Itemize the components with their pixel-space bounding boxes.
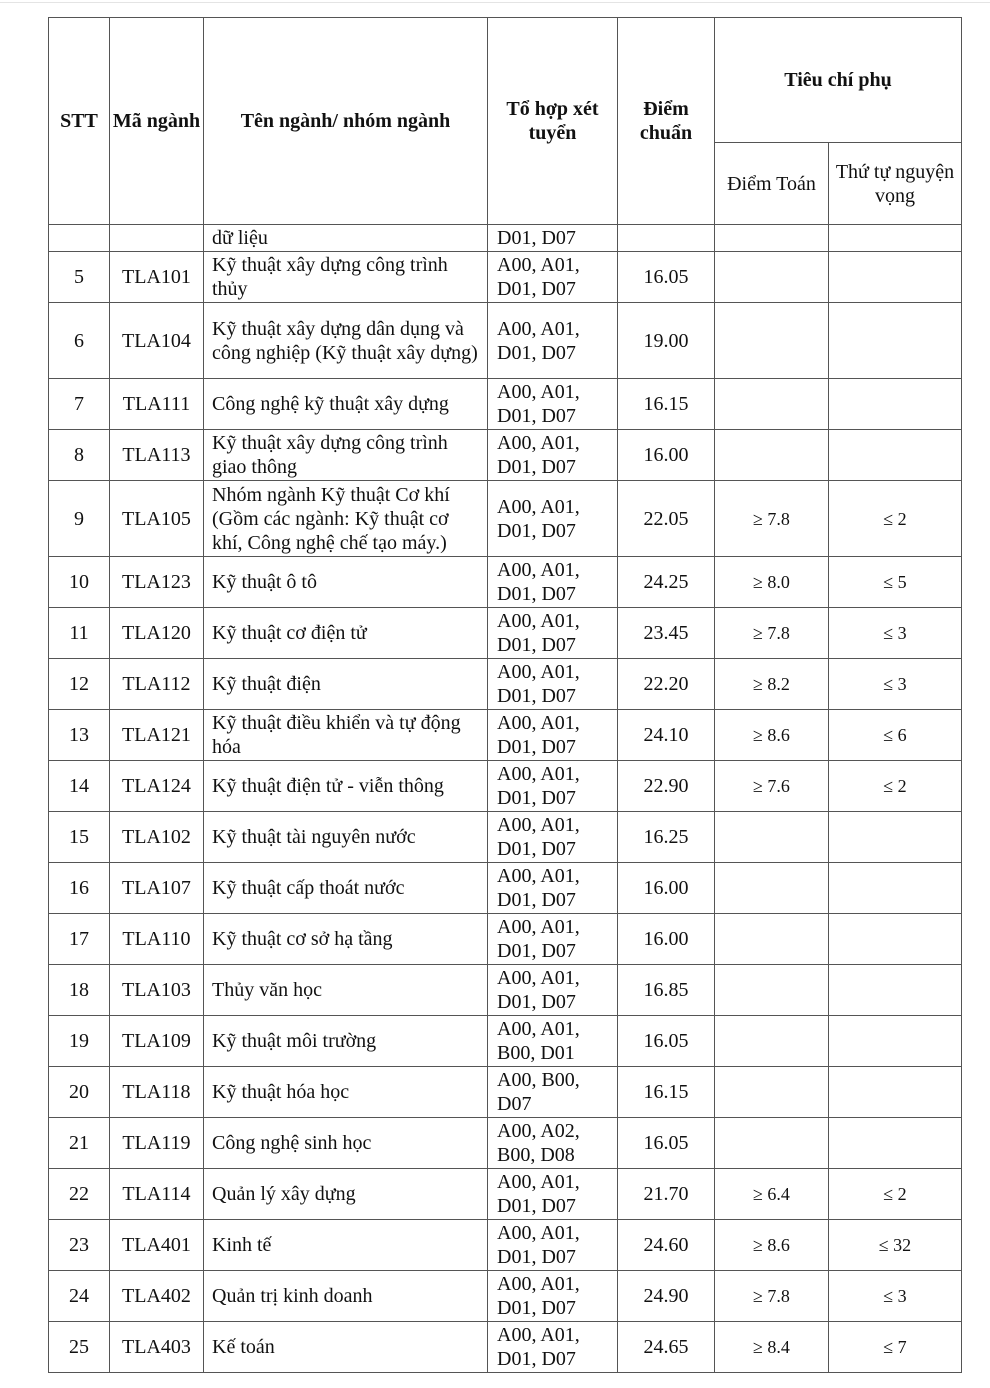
row-name: Kỹ thuật cấp thoát nước [204, 863, 488, 914]
row-code: TLA114 [110, 1169, 204, 1220]
row-name: Kỹ thuật hóa học [204, 1067, 488, 1118]
row-combo: A00, A01, D01, D07 [488, 1322, 618, 1373]
row-combo: A00, A01, D01, D07 [488, 1220, 618, 1271]
row-stt: 10 [49, 557, 110, 608]
row-name: dữ liệu [204, 225, 488, 252]
table-row [49, 1220, 962, 1271]
row-code: TLA124 [110, 761, 204, 812]
row-score: 16.85 [618, 965, 715, 1016]
row-combo: A00, A01, D01, D07 [488, 1169, 618, 1220]
row-diem-toan [715, 914, 829, 965]
row-stt: 14 [49, 761, 110, 812]
row-code: TLA103 [110, 965, 204, 1016]
row-name: Thủy văn học [204, 965, 488, 1016]
row-diem-toan [715, 1016, 829, 1067]
row-code: TLA118 [110, 1067, 204, 1118]
row-nguyen-vong: ≤ 32 [829, 1220, 962, 1271]
row-diem-toan [715, 1118, 829, 1169]
row-code: TLA120 [110, 608, 204, 659]
row-combo: A00, A01, D01, D07 [488, 557, 618, 608]
table-row [49, 812, 962, 863]
row-stt: 25 [49, 1322, 110, 1373]
row-name: Kỹ thuật xây dựng công trình thủy [204, 252, 488, 303]
row-stt: 19 [49, 1016, 110, 1067]
row-score: 16.05 [618, 1016, 715, 1067]
row-diem-toan: ≥ 8.6 [715, 1220, 829, 1271]
row-code [110, 225, 204, 252]
header-ma-nganh: Mã ngành [110, 18, 204, 225]
table-row [49, 608, 962, 659]
row-code: TLA109 [110, 1016, 204, 1067]
row-score: 19.00 [618, 303, 715, 379]
row-diem-toan: ≥ 6.4 [715, 1169, 829, 1220]
row-nguyen-vong: ≤ 7 [829, 1322, 962, 1373]
row-nguyen-vong [829, 914, 962, 965]
row-stt: 5 [49, 252, 110, 303]
row-code: TLA111 [110, 379, 204, 430]
header-stt: STT [49, 18, 110, 225]
table-row [49, 557, 962, 608]
row-code: TLA123 [110, 557, 204, 608]
row-stt: 12 [49, 659, 110, 710]
table-row [49, 379, 962, 430]
row-score: 16.15 [618, 379, 715, 430]
row-combo: A00, A01, D01, D07 [488, 965, 618, 1016]
row-name: Kỹ thuật điện [204, 659, 488, 710]
table-header [49, 18, 962, 225]
row-stt: 24 [49, 1271, 110, 1322]
row-name: Kỹ thuật cơ điện tử [204, 608, 488, 659]
row-nguyen-vong: ≤ 3 [829, 659, 962, 710]
row-name: Công nghệ sinh học [204, 1118, 488, 1169]
row-name: Quản lý xây dựng [204, 1169, 488, 1220]
table-row [49, 303, 962, 379]
row-diem-toan [715, 1067, 829, 1118]
table-row [49, 710, 962, 761]
row-combo: A00, A01, D01, D07 [488, 761, 618, 812]
row-diem-toan: ≥ 8.6 [715, 710, 829, 761]
row-score: 23.45 [618, 608, 715, 659]
row-diem-toan: ≥ 7.8 [715, 608, 829, 659]
table-row [49, 430, 962, 481]
row-diem-toan: ≥ 7.8 [715, 1271, 829, 1322]
row-stt: 23 [49, 1220, 110, 1271]
row-combo: D01, D07 [488, 225, 618, 252]
table-row [49, 761, 962, 812]
row-combo: A00, A01, D01, D07 [488, 252, 618, 303]
row-diem-toan: ≥ 7.6 [715, 761, 829, 812]
row-score: 22.05 [618, 481, 715, 557]
row-code: TLA401 [110, 1220, 204, 1271]
header-diem-chuan: Điểm chuẩn [618, 18, 715, 225]
row-combo: A00, A01, D01, D07 [488, 1271, 618, 1322]
table-row [49, 914, 962, 965]
row-score: 16.05 [618, 1118, 715, 1169]
table-row [49, 1016, 962, 1067]
admission-score-table [48, 17, 962, 1373]
row-diem-toan [715, 812, 829, 863]
row-code: TLA105 [110, 481, 204, 557]
table-row [49, 1322, 962, 1373]
row-code: TLA402 [110, 1271, 204, 1322]
header-tieu-chi-phu: Tiêu chí phụ [715, 18, 962, 143]
row-stt [49, 225, 110, 252]
row-combo: A00, A01, D01, D07 [488, 481, 618, 557]
row-stt: 11 [49, 608, 110, 659]
row-combo: A00, A01, D01, D07 [488, 863, 618, 914]
header-thu-tu-nguyen-vong: Thứ tự nguyện vọng [829, 143, 962, 225]
row-nguyen-vong: ≤ 6 [829, 710, 962, 761]
row-stt: 6 [49, 303, 110, 379]
row-code: TLA403 [110, 1322, 204, 1373]
row-combo: A00, A01, D01, D07 [488, 379, 618, 430]
table-body [49, 225, 962, 1373]
row-name: Kỹ thuật xây dựng công trình giao thông [204, 430, 488, 481]
row-score: 16.15 [618, 1067, 715, 1118]
row-diem-toan [715, 303, 829, 379]
table-row [49, 1271, 962, 1322]
row-score: 16.00 [618, 863, 715, 914]
top-divider [0, 2, 990, 3]
row-combo: A00, A01, D01, D07 [488, 608, 618, 659]
row-stt: 16 [49, 863, 110, 914]
header-to-hop: Tổ hợp xét tuyển [488, 18, 618, 225]
row-name: Kỹ thuật điều khiển và tự động hóa [204, 710, 488, 761]
row-diem-toan [715, 863, 829, 914]
table-row [49, 659, 962, 710]
row-score: 24.60 [618, 1220, 715, 1271]
row-nguyen-vong: ≤ 2 [829, 481, 962, 557]
row-code: TLA101 [110, 252, 204, 303]
row-score: 22.20 [618, 659, 715, 710]
row-score [618, 225, 715, 252]
table-row [49, 863, 962, 914]
row-code: TLA121 [110, 710, 204, 761]
header-ten-nganh: Tên ngành/ nhóm ngành [204, 18, 488, 225]
row-name: Kỹ thuật điện tử - viễn thông [204, 761, 488, 812]
row-combo: A00, A01, D01, D07 [488, 812, 618, 863]
row-combo: A00, B00, D07 [488, 1067, 618, 1118]
row-combo: A00, A01, D01, D07 [488, 659, 618, 710]
row-score: 22.90 [618, 761, 715, 812]
row-score: 24.10 [618, 710, 715, 761]
row-stt: 22 [49, 1169, 110, 1220]
row-name: Kỹ thuật cơ sở hạ tầng [204, 914, 488, 965]
row-score: 16.25 [618, 812, 715, 863]
row-score: 16.00 [618, 914, 715, 965]
row-score: 16.05 [618, 252, 715, 303]
row-name: Kế toán [204, 1322, 488, 1373]
row-score: 21.70 [618, 1169, 715, 1220]
row-code: TLA104 [110, 303, 204, 379]
row-score: 16.00 [618, 430, 715, 481]
row-nguyen-vong [829, 812, 962, 863]
row-name: Kỹ thuật môi trường [204, 1016, 488, 1067]
table-row [49, 965, 962, 1016]
row-nguyen-vong [829, 430, 962, 481]
header-diem-toan: Điểm Toán [715, 143, 829, 225]
row-name: Kinh tế [204, 1220, 488, 1271]
row-code: TLA110 [110, 914, 204, 965]
row-diem-toan: ≥ 8.4 [715, 1322, 829, 1373]
row-diem-toan [715, 430, 829, 481]
row-name: Nhóm ngành Kỹ thuật Cơ khí (Gồm các ngành: Kỹ thuật cơ khí, Công nghệ chế tạo máy.) [204, 481, 488, 557]
row-diem-toan [715, 252, 829, 303]
row-combo: A00, A01, B00, D01 [488, 1016, 618, 1067]
row-stt: 18 [49, 965, 110, 1016]
row-nguyen-vong [829, 1118, 962, 1169]
row-diem-toan: ≥ 8.2 [715, 659, 829, 710]
row-nguyen-vong [829, 1016, 962, 1067]
row-code: TLA112 [110, 659, 204, 710]
row-nguyen-vong [829, 379, 962, 430]
row-stt: 15 [49, 812, 110, 863]
table-row [49, 1169, 962, 1220]
row-nguyen-vong [829, 965, 962, 1016]
row-stt: 21 [49, 1118, 110, 1169]
row-nguyen-vong: ≤ 2 [829, 1169, 962, 1220]
row-stt: 13 [49, 710, 110, 761]
row-stt: 17 [49, 914, 110, 965]
row-name: Quản trị kinh doanh [204, 1271, 488, 1322]
row-combo: A00, A01, D01, D07 [488, 430, 618, 481]
row-combo: A00, A01, D01, D07 [488, 710, 618, 761]
table-row [49, 481, 962, 557]
row-nguyen-vong [829, 252, 962, 303]
row-diem-toan: ≥ 8.0 [715, 557, 829, 608]
row-stt: 8 [49, 430, 110, 481]
row-combo: A00, A01, D01, D07 [488, 914, 618, 965]
row-score: 24.65 [618, 1322, 715, 1373]
row-diem-toan [715, 225, 829, 252]
row-nguyen-vong: ≤ 2 [829, 761, 962, 812]
row-nguyen-vong: ≤ 5 [829, 557, 962, 608]
row-stt: 20 [49, 1067, 110, 1118]
row-name: Kỹ thuật ô tô [204, 557, 488, 608]
row-code: TLA102 [110, 812, 204, 863]
table-row [49, 1118, 962, 1169]
row-score: 24.25 [618, 557, 715, 608]
row-combo: A00, A02, B00, D08 [488, 1118, 618, 1169]
row-nguyen-vong [829, 303, 962, 379]
table-row [49, 252, 962, 303]
row-name: Công nghệ kỹ thuật xây dựng [204, 379, 488, 430]
row-name: Kỹ thuật xây dựng dân dụng và công nghiệp (Kỹ thuật xây dựng) [204, 303, 488, 379]
table-row [49, 225, 962, 252]
row-nguyen-vong [829, 1067, 962, 1118]
row-diem-toan [715, 965, 829, 1016]
row-stt: 9 [49, 481, 110, 557]
row-combo: A00, A01, D01, D07 [488, 303, 618, 379]
row-stt: 7 [49, 379, 110, 430]
row-nguyen-vong: ≤ 3 [829, 1271, 962, 1322]
row-diem-toan [715, 379, 829, 430]
row-name: Kỹ thuật tài nguyên nước [204, 812, 488, 863]
row-score: 24.90 [618, 1271, 715, 1322]
row-nguyen-vong: ≤ 3 [829, 608, 962, 659]
row-nguyen-vong [829, 225, 962, 252]
row-code: TLA119 [110, 1118, 204, 1169]
row-diem-toan: ≥ 7.8 [715, 481, 829, 557]
table-row [49, 1067, 962, 1118]
row-nguyen-vong [829, 863, 962, 914]
row-code: TLA107 [110, 863, 204, 914]
row-code: TLA113 [110, 430, 204, 481]
